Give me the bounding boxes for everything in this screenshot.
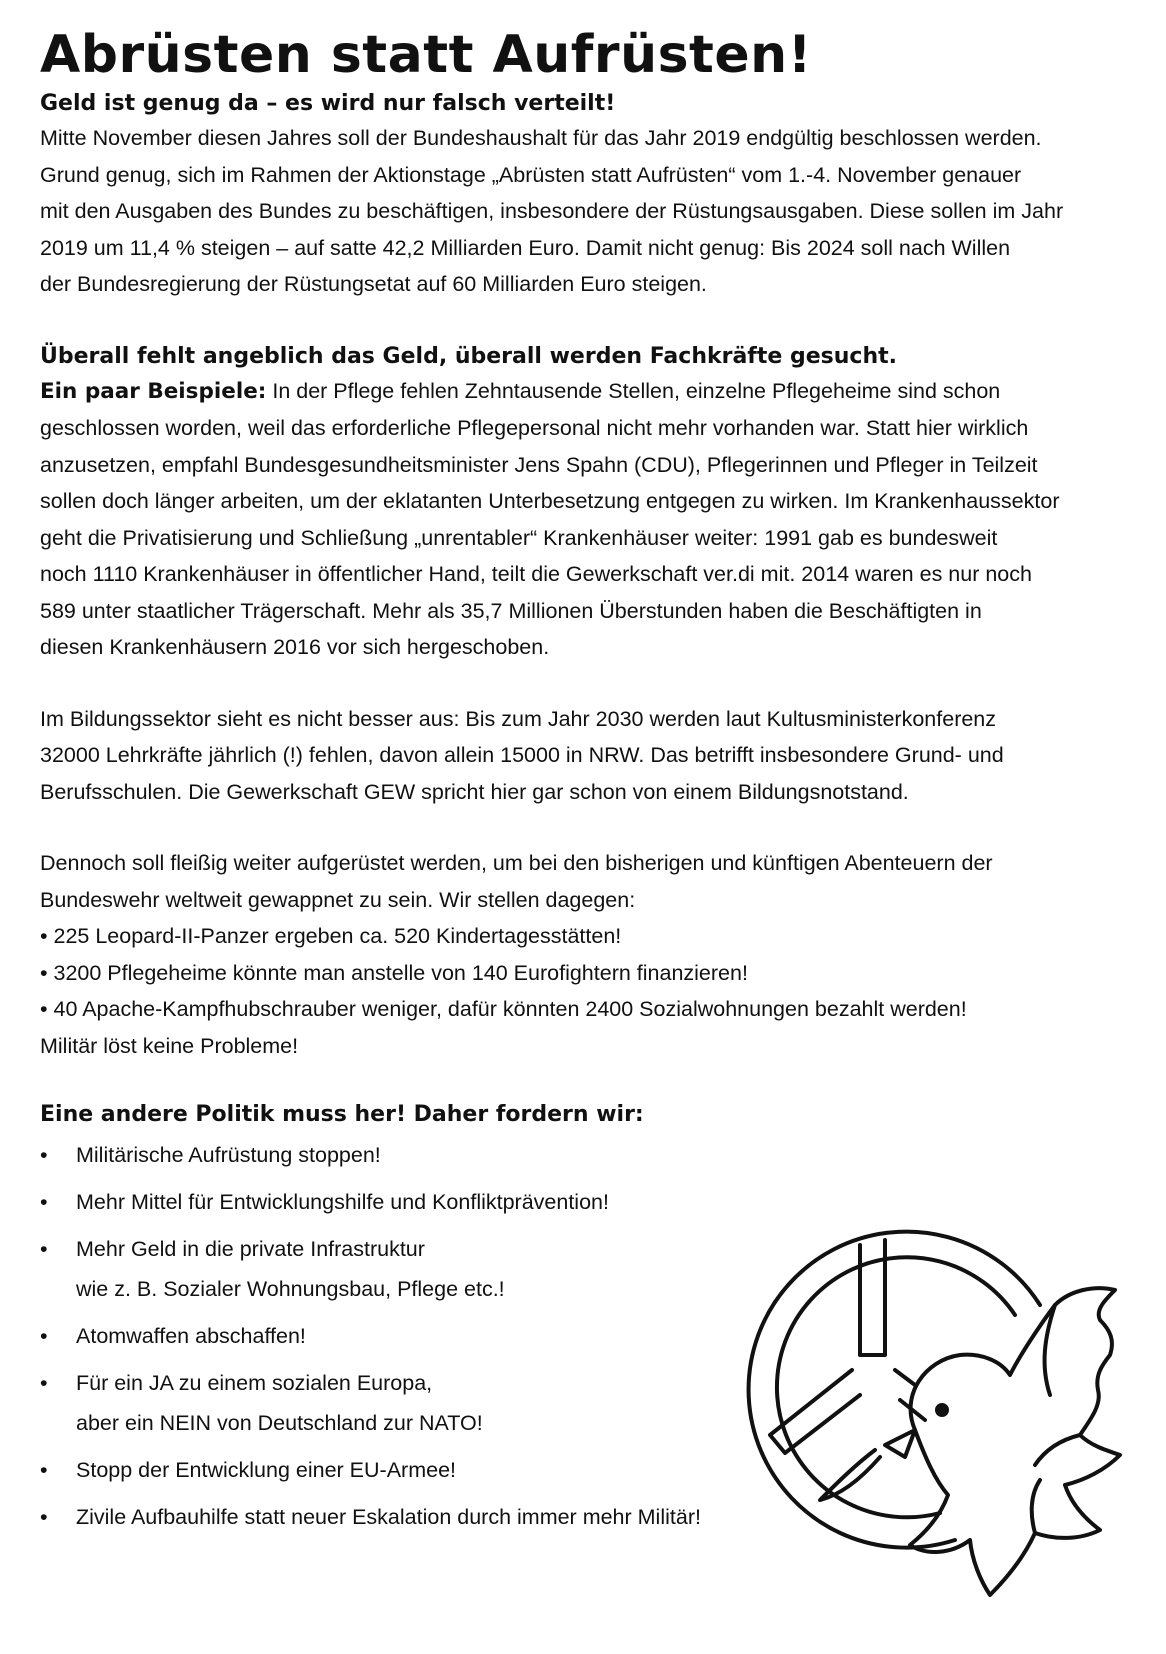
demand-item: • Für ein JA zu einem sozialen Europa, aber ein NEIN von Deutschland zur NATO!: [40, 1363, 1130, 1443]
comparison-line: Bundeswehr weltweit gewappnet zu sein. Wir stellen dagegen:: [40, 887, 636, 912]
examples-line: 589 unter staatlicher Trägerschaft. Mehr als 35,7 Millionen Überstunden haben die Beschäftigten in: [40, 598, 982, 623]
demand-item: • Militärische Aufrüstung stoppen!: [40, 1135, 1130, 1175]
intro-paragraph: [40, 120, 1130, 303]
intro-line: Grund genug, sich im Rahmen der Aktionstage „Abrüsten statt Aufrüsten“ vom 1.-4. November genauer: [40, 162, 1022, 187]
comparison-paragraph: [40, 845, 1130, 1064]
section-heading-funding: Überall fehlt angeblich das Geld, überall werden Fachkräfte gesucht.: [40, 343, 897, 369]
demand-item: • Stopp der Entwicklung einer EU-Armee!: [40, 1450, 1130, 1490]
examples-label: Ein paar Beispiele:: [40, 378, 267, 404]
education-paragraph: [40, 701, 1130, 811]
examples-line: [40, 373, 1130, 411]
comparison-bullet: • 40 Apache-Kampfhubschrauber weniger, dafür könnten 2400 Sozialwohnungen bezahlt werden!: [40, 997, 967, 1021]
intro-line: Mitte November diesen Jahres soll der Bundeshaushalt für das Jahr 2019 endgültig beschlossen werden.: [40, 126, 1042, 150]
demands-heading: Eine andere Politik muss her! Daher fordern wir:: [40, 1102, 644, 1127]
subtitle: Geld ist genug da – es wird nur falsch verteilt!: [40, 91, 616, 116]
comparison-line: Dennoch soll fleißig weiter aufgerüstet werden, um bei den bisherigen und künftigen Abenteuern der: [40, 851, 993, 875]
examples-first-line: In der Pflege fehlen Zehntausende Stellen, einzelne Pflegeheime sind schon: [266, 378, 1001, 403]
examples-line: diesen Krankenhäusern 2016 vor sich hergeschoben.: [40, 635, 550, 659]
examples-line: anzusetzen, empfahl Bundesgesundheitsminister Jens Spahn (CDU), Pflegerinnen und Pfleger in Teilzeit: [40, 452, 1038, 477]
demand-item: • Zivile Aufbauhilfe statt neuer Eskalation durch immer mehr Militär!: [40, 1497, 1130, 1537]
demand-item: • Mehr Mittel für Entwicklungshilfe und Konfliktprävention!: [40, 1182, 1130, 1222]
examples-line: sollen doch länger arbeiten, um der eklatanten Unterbesetzung entgegen zu wirken. Im Krankenhaussektor: [40, 489, 1060, 513]
examples-line: noch 1110 Krankenhäuser in öffentlicher Hand, teilt die Gewerkschaft ver.di mit. 2014 waren es nur noch: [40, 562, 1032, 586]
education-line: Berufsschulen. Die Gewerkschaft GEW spricht hier gar schon von einem Bildungsnotstand.: [40, 779, 909, 804]
intro-line: mit den Ausgaben des Bundes zu beschäftigen, insbesondere der Rüstungsausgaben. Diese sollen im Jahr: [40, 199, 1064, 223]
comparison-bullet: • 225 Leopard-II-Panzer ergeben ca. 520 Kindertagesstätten!: [40, 924, 622, 948]
intro-line: der Bundesregierung der Rüstungsetat auf 60 Milliarden Euro steigen.: [40, 272, 707, 296]
comparison-line: Militär löst keine Probleme!: [40, 1033, 299, 1058]
demand-item: • Mehr Geld in die private Infrastruktur wie z. B. Sozialer Wohnungsbau, Pflege etc.!: [40, 1229, 1130, 1309]
examples-line: geht die Privatisierung und Schließung „unrentabler“ Krankenhäuser weiter: 1991 gab es bundesweit: [40, 525, 998, 550]
peace-dove-icon: [710, 1195, 1130, 1615]
examples-paragraph: [40, 373, 1130, 666]
intro-line: 2019 um 11,4 % steigen – auf satte 42,2 Milliarden Euro. Damit nicht genug: Bis 2024 soll nach Willen: [40, 235, 1011, 260]
education-line: Im Bildungssektor sieht es nicht besser aus: Bis zum Jahr 2030 werden laut Kultusministerkonferenz: [40, 706, 997, 731]
page-title: Abrüsten statt Aufrüsten!: [40, 25, 812, 85]
examples-line: geschlossen worden, weil das erforderliche Pflegepersonal nicht mehr vorhanden war. Statt hier wirklich: [40, 416, 1029, 440]
comparison-bullet: • 3200 Pflegeheime könnte man anstelle von 140 Eurofightern finanzieren!: [40, 960, 748, 985]
education-line: 32000 Lehrkräfte jährlich (!) fehlen, davon allein 15000 in NRW. Das betrifft insbesondere Grund- und: [40, 743, 1004, 767]
demand-item: • Atomwaffen abschaffen!: [40, 1316, 1130, 1356]
